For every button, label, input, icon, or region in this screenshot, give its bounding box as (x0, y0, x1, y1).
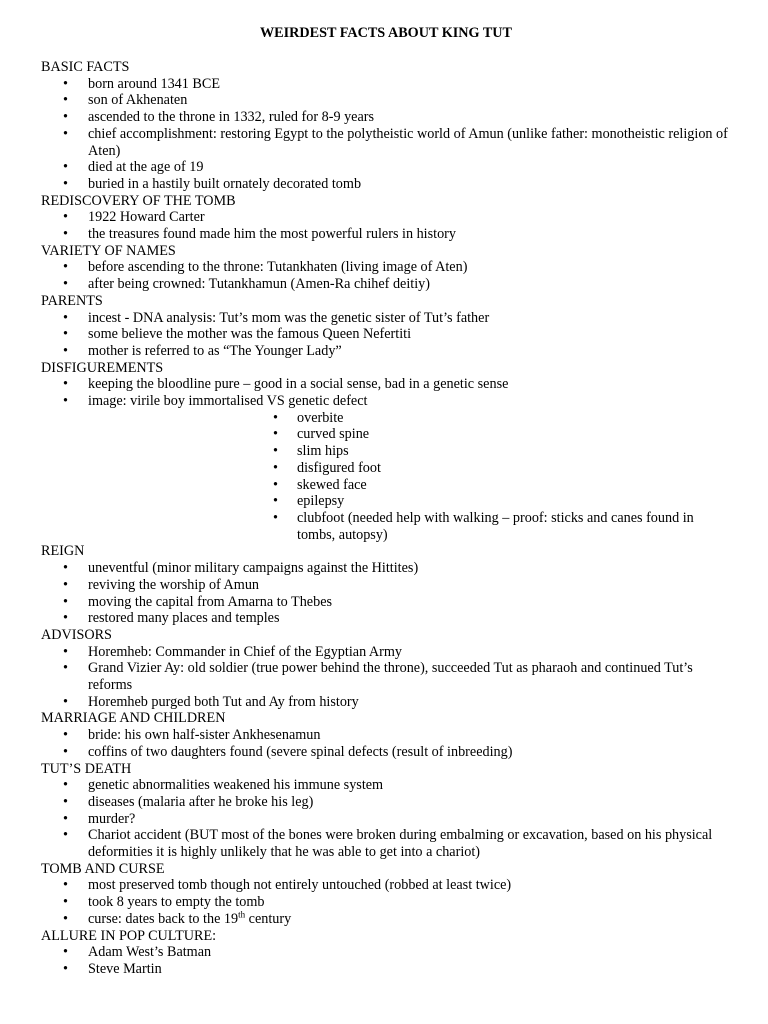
document-title: WEIRDEST FACTS ABOUT KING TUT (259, 25, 513, 41)
section-heading: BASIC FACTS (41, 59, 130, 75)
list-item: • coffins of two daughters found (severe spinal defects (result of inbreeding) (41, 744, 731, 761)
section (41, 293, 731, 360)
list-item: • genetic abnormalities weakened his immune system (41, 777, 731, 794)
bullet-list (41, 76, 731, 193)
list-item: • son of Akhenaten (41, 92, 731, 109)
bullet-list (41, 644, 731, 711)
list-item: • moving the capital from Amarna to Thebes (41, 594, 731, 611)
section (41, 928, 731, 978)
bullet-list (41, 259, 731, 292)
section (41, 761, 731, 861)
list-item: • uneventful (minor military campaigns against the Hittites) (41, 560, 731, 577)
list-item: • Horemheb purged both Tut and Ay from history (41, 694, 731, 711)
list-item: • before ascending to the throne: Tutankhaten (living image of Aten) (41, 259, 731, 276)
section (41, 243, 731, 293)
list-item: • image: virile boy immortalised VS genetic defect (41, 393, 731, 410)
bullet-list (41, 777, 731, 861)
list-item: • buried in a hastily built ornately decorated tomb (41, 176, 731, 193)
bullet-list (41, 310, 731, 360)
bullet-list (41, 209, 731, 242)
bullet-list (41, 376, 731, 409)
sub-list-item: • epilepsy (41, 493, 731, 510)
sub-list-item: • curved spine (41, 426, 731, 443)
list-item: • born around 1341 BCE (41, 76, 731, 93)
bullet-list (41, 944, 731, 977)
list-item: • 1922 Howard Carter (41, 209, 731, 226)
list-item: • murder? (41, 811, 731, 828)
sub-list-item: • skewed face (41, 477, 731, 494)
section-heading: ADVISORS (41, 626, 112, 643)
ordinal-superscript: th (238, 909, 246, 920)
list-item: • diseases (malaria after he broke his leg) (41, 794, 731, 811)
list-item: • died at the age of 19 (41, 159, 731, 176)
list-item-text: curse: dates back to the 19 (88, 910, 239, 927)
section-heading: REDISCOVERY OF THE TOMB (41, 192, 236, 209)
section (41, 861, 731, 928)
list-item: • Steve Martin (41, 961, 731, 978)
list-item: • Horemheb: Commander in Chief of the Egyptian Army (41, 644, 731, 661)
bullet-list (41, 560, 731, 627)
section (41, 627, 731, 711)
list-item: • took 8 years to empty the tomb (41, 894, 731, 911)
list-item: • Adam West’s Batman (41, 944, 731, 961)
list-item: • incest - DNA analysis: Tut’s mom was the genetic sister of Tut’s father (41, 310, 731, 327)
list-item: • chief accomplishment: restoring Egypt to the polytheistic world of Amun (unlike father: monotheistic religion of Aten) (41, 126, 731, 159)
sub-bullet-list (41, 410, 731, 544)
bullet-list (41, 727, 731, 760)
list-item: • most preserved tomb though not entirely untouched (robbed at least twice) (41, 877, 731, 894)
list-item: • some believe the mother was the famous Queen Nefertiti (41, 326, 731, 343)
section-heading: MARRIAGE AND CHILDREN (41, 710, 226, 727)
sub-list-item: • overbite (41, 410, 731, 427)
section-heading: TUT’S DEATH (41, 760, 132, 777)
document-page (41, 25, 731, 978)
list-item: • bride: his own half-sister Ankhesenamun (41, 727, 731, 744)
list-item: • Chariot accident (BUT most of the bones were broken during embalming or excavation, based on his physical deformities it is highly unlikely that he was able to get into a chariot) (41, 827, 731, 860)
section (41, 59, 731, 193)
list-item: • reviving the worship of Amun (41, 577, 731, 594)
sub-list-item: • clubfoot (needed help with walking – proof: sticks and canes found in tombs, autopsy) (41, 510, 731, 543)
list-item: • ascended to the throne in 1332, ruled for 8-9 years (41, 109, 731, 126)
section-heading: PARENTS (41, 292, 103, 309)
section (41, 360, 731, 544)
sub-list-item: • disfigured foot (41, 460, 731, 477)
sections-container (41, 59, 731, 978)
section-heading: DISFIGUREMENTS (41, 359, 164, 376)
sub-list-item: • slim hips (41, 443, 731, 460)
list-item: • the treasures found made him the most powerful rulers in history (41, 226, 731, 243)
list-item: • restored many places and temples (41, 610, 731, 627)
section (41, 193, 731, 243)
section (41, 543, 731, 627)
list-item: • keeping the bloodline pure – good in a social sense, bad in a genetic sense (41, 376, 731, 393)
list-item-text: century (245, 910, 292, 927)
list-item (41, 911, 731, 928)
list-item: • mother is referred to as “The Younger Lady” (41, 343, 731, 360)
section-heading: TOMB AND CURSE (41, 860, 165, 877)
section-heading: ALLURE IN POP CULTURE: (41, 927, 217, 944)
list-item: • Grand Vizier Ay: old soldier (true power behind the throne), succeeded Tut as pharaoh and continued Tut’s reforms (41, 660, 731, 693)
section (41, 710, 731, 760)
bullet-list (41, 877, 731, 927)
list-item: • after being crowned: Tutankhamun (Amen-Ra chihef deitiy) (41, 276, 731, 293)
section-heading: REIGN (41, 543, 85, 560)
section-heading: VARIETY OF NAMES (41, 242, 176, 259)
